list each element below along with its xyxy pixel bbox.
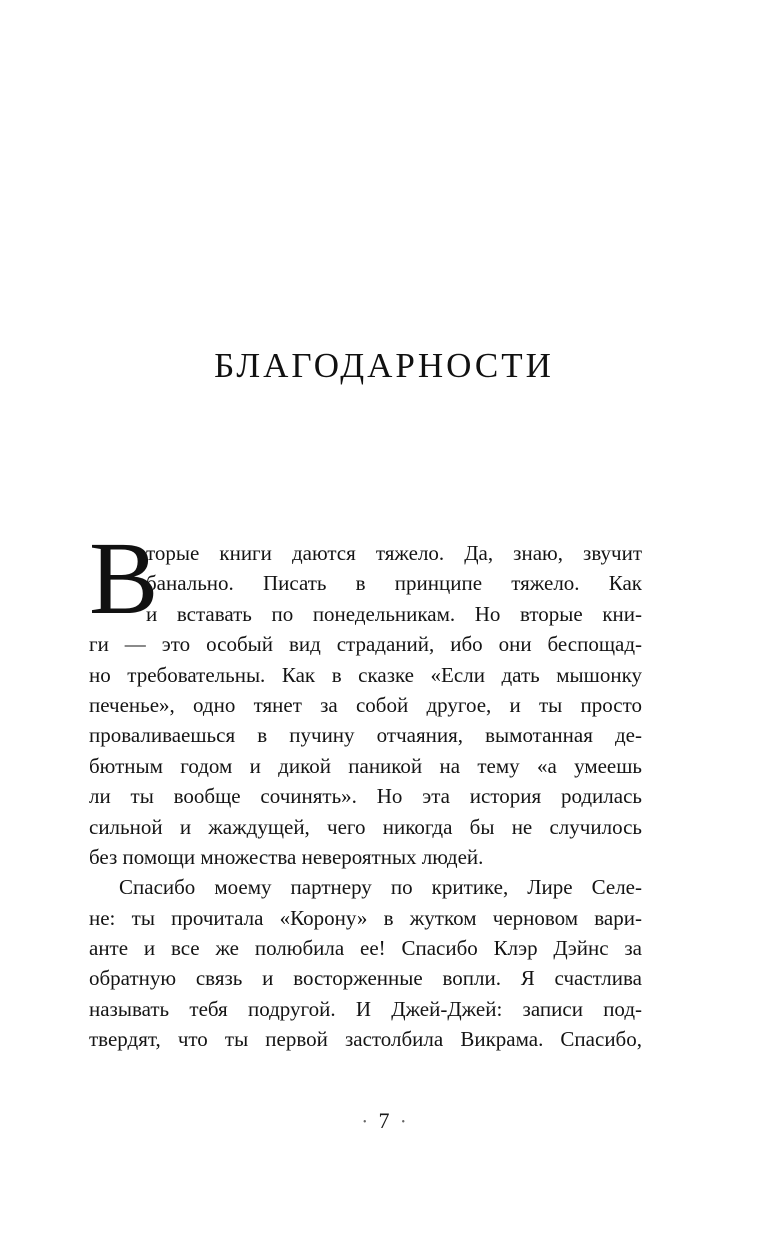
- text-line: бютным годом и дикой паникой на тему «а умеешь: [89, 753, 642, 778]
- text-line: Спасибо моему партнеру по критике, Лире Селе-: [119, 875, 642, 900]
- text-line: ли ты вообще сочинять». Но эта история родилась: [89, 784, 642, 809]
- text-line: называть тебя подругой. И Джей-Джей: записи под-: [89, 996, 642, 1021]
- text-line: обратную связь и восторженные вопли. Я счастлива: [89, 966, 642, 991]
- text-line: и вставать по понедельникам. Но вторые кни-: [146, 601, 642, 626]
- text-line: торые книги даются тяжело. Да, знаю, звучит: [146, 541, 642, 565]
- ornament-left: •: [362, 1117, 367, 1129]
- text-line: твердят, что ты первой застолбила Викрама. Спасибо,: [89, 1027, 642, 1052]
- text-line: но требовательны. Как в сказке «Если дать мышонку: [89, 662, 642, 687]
- text-line: ги — это особый вид страданий, ибо они беспощад-: [89, 632, 642, 657]
- ornament-right: •: [401, 1117, 406, 1129]
- page-number: 7: [378, 1108, 390, 1133]
- text-line: печенье», одно тянет за собой другое, и ты просто: [89, 692, 642, 717]
- text-line: без помощи множества невероятных людей.: [89, 844, 484, 869]
- body-text: [89, 538, 642, 1055]
- page-footer: [0, 1108, 768, 1134]
- paragraph-2: [89, 872, 642, 1054]
- text-line: анте и все же полюбила ее! Спасибо Клэр Дэйнс за: [89, 936, 642, 961]
- text-line: сильной и жаждущей, чего никогда бы не случилось: [89, 814, 642, 839]
- chapter-title: БЛАГОДАРНОСТИ: [214, 346, 554, 385]
- drop-cap: В: [89, 521, 159, 636]
- text-line: проваливаешься в пучину отчаяния, вымотанная де-: [89, 723, 642, 748]
- text-line: не: ты прочитала «Корону» в жутком черновом вари-: [89, 905, 642, 930]
- text-line: банально. Писать в принципе тяжело. Как: [146, 571, 642, 596]
- paragraph-1: [89, 538, 642, 872]
